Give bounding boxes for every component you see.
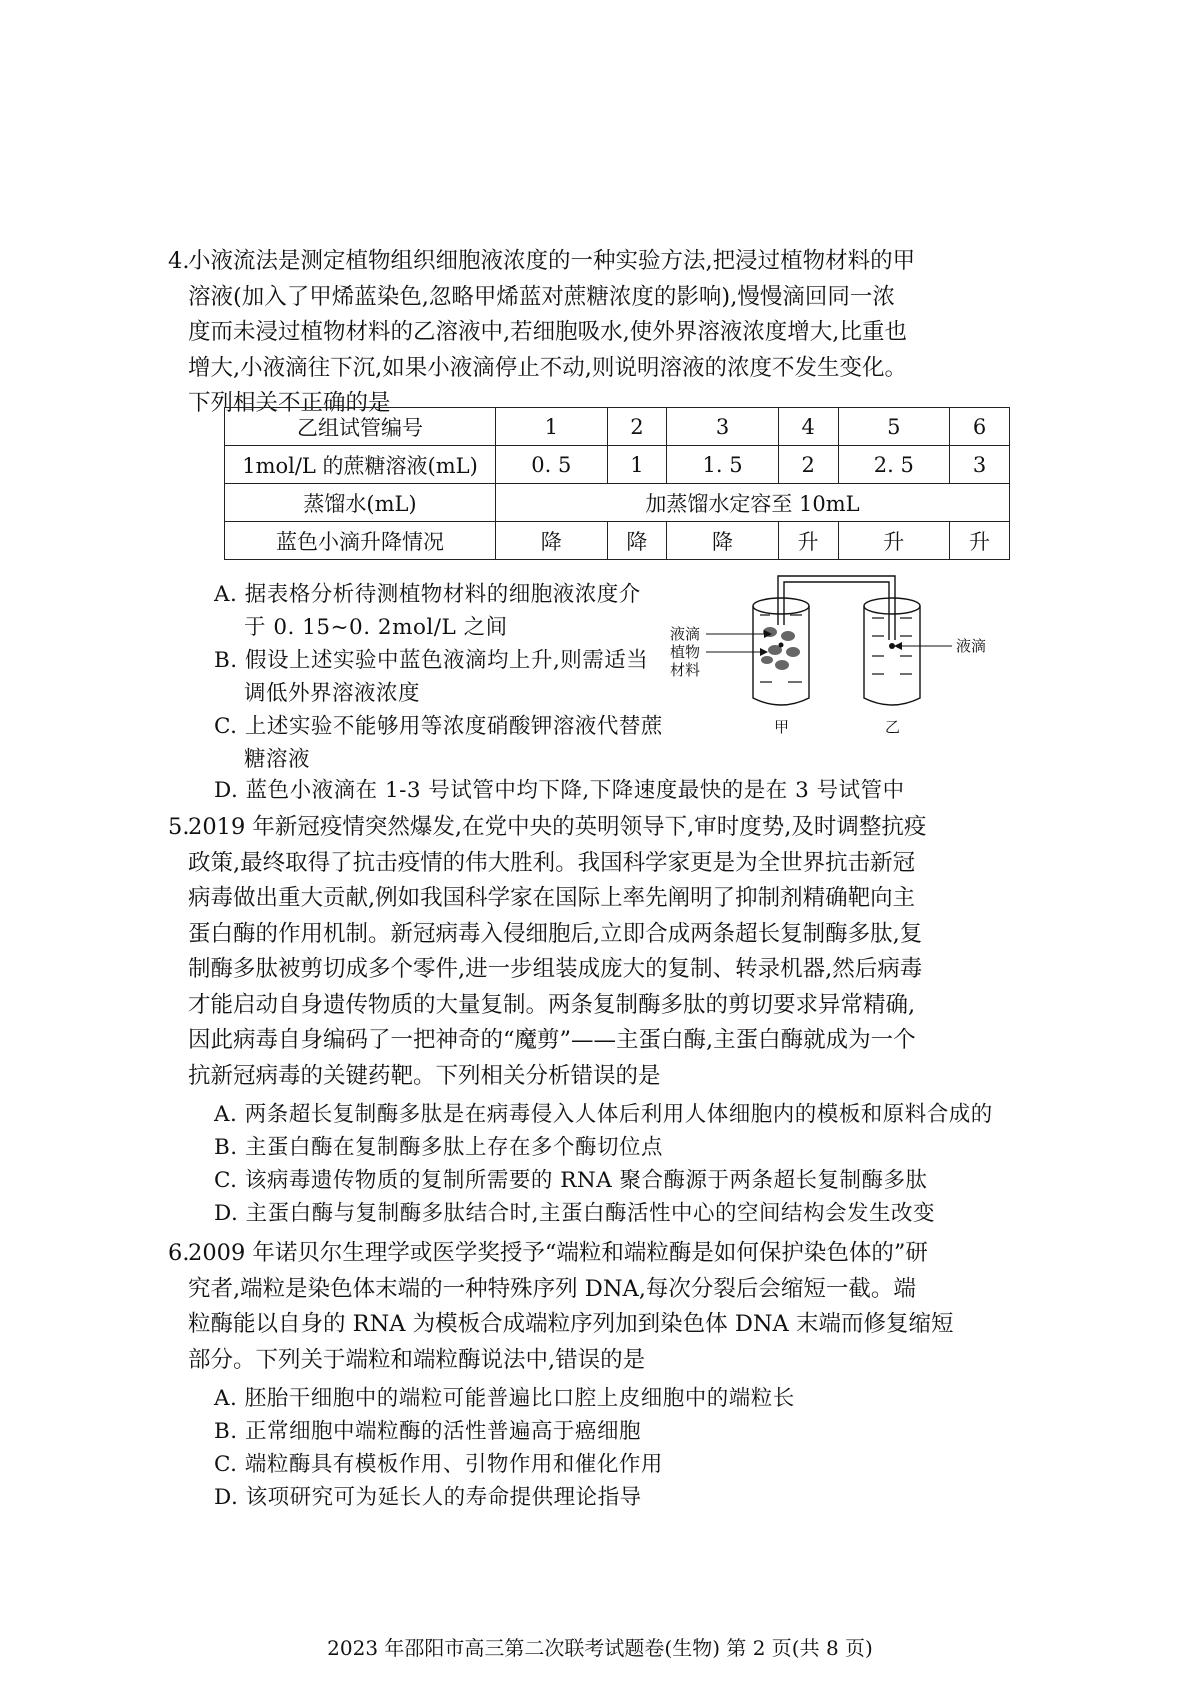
- option-d: D. 主蛋白酶与复制酶多肽结合时,主蛋白酶活性中心的空间结构会发生改变: [214, 1201, 935, 1226]
- table-cell: 升: [778, 522, 838, 560]
- question-6-options: [214, 1382, 1040, 1514]
- question-5: [168, 810, 1048, 1094]
- option-c: C. 该病毒遗传物质的复制所需要的 RNA 聚合酶源于两条超长复制酶多肽: [214, 1168, 928, 1193]
- option-b-cont: 调低外界溶液浓度: [244, 681, 421, 706]
- stem-line: 蛋白酶的作用机制。新冠病毒入侵细胞后,立即合成两条超长复制酶多肽,复: [188, 920, 923, 947]
- table-cell: 乙组试管编号: [225, 408, 496, 446]
- table-cell: 6: [950, 408, 1010, 446]
- table-cell: 2: [607, 408, 667, 446]
- option-c-cont: 糖溶液: [244, 747, 311, 772]
- option-b: B. 正常细胞中端粒酶的活性普遍高于癌细胞: [214, 1419, 641, 1444]
- option-a: A. 胚胎干细胞中的端粒可能普遍比口腔上皮细胞中的端粒长: [214, 1386, 795, 1411]
- option-d: D. 蓝色小液滴在 1-3 号试管中均下降,下降速度最快的是在 3 号试管中: [214, 778, 905, 803]
- stem-line: 度而未浸过植物材料的乙溶液中,若细胞吸水,使外界溶液浓度增大,比重也: [188, 319, 907, 345]
- label-droplet-left: 液滴: [670, 625, 701, 643]
- table-cell: 2. 5: [838, 446, 950, 484]
- table-cell: 1mol/L 的蔗糖溶液(mL): [225, 446, 496, 484]
- table-cell: 降: [667, 522, 779, 560]
- stem-line: 政策,最终取得了抗击疫情的伟大胜利。我国科学家更是为全世界抗击新冠: [188, 849, 916, 876]
- stem-line: 因此病毒自身编码了一把神奇的“魔剪”——主蛋白酶,主蛋白酶就成为一个: [188, 1027, 916, 1053]
- stem-line: 部分。下列关于端粒和端粒酶说法中,错误的是: [188, 1346, 646, 1373]
- table-cell: 1. 5: [667, 446, 779, 484]
- stem-line: 小液流法是测定植物组织细胞液浓度的一种实验方法,把浸过植物材料的甲: [188, 248, 916, 274]
- question-number: 6.: [168, 1240, 190, 1266]
- table-cell: 0. 5: [496, 446, 608, 484]
- page-footer: 2023 年邵阳市高三第二次联考试题卷(生物) 第 2 页(共 8 页): [327, 1636, 873, 1660]
- stem-line: 病毒做出重大贡献,例如我国科学家在国际上率先阐明了抑制剂精确靶向主: [188, 885, 916, 911]
- table-row: [225, 408, 1010, 446]
- table-row: [225, 484, 1010, 522]
- table-cell: 3: [667, 408, 779, 446]
- table-cell: 4: [778, 408, 838, 446]
- table-row: [225, 446, 1010, 484]
- stem-line: 才能启动自身遗传物质的大量复制。两条复制酶多肽的剪切要求异常精确,: [188, 991, 916, 1018]
- stem-line: 溶液(加入了甲烯蓝染色,忽略甲烯蓝对蔗糖浓度的影响),慢慢滴回同一浓: [188, 283, 895, 310]
- table-cell: 1: [607, 446, 667, 484]
- label-material-2: 材料: [670, 661, 701, 679]
- stem-line: 抗新冠病毒的关键药靶。下列相关分析错误的是: [188, 1062, 661, 1089]
- label-material-1: 植物: [670, 643, 701, 661]
- beaker-figure: [670, 570, 1020, 740]
- question-6: [168, 1236, 1048, 1378]
- table-cell: 2: [778, 446, 838, 484]
- option-b: B. 主蛋白酶在复制酶多肽上存在多个酶切位点: [214, 1135, 663, 1160]
- table-cell: 蒸馏水(mL): [225, 484, 496, 522]
- table-cell: 5: [838, 408, 950, 446]
- stem-line: 增大,小液滴往下沉,如果小液滴停止不动,则说明溶液的浓度不发生变化。: [188, 354, 907, 381]
- table-cell: 蓝色小滴升降情况: [225, 522, 496, 560]
- table-cell: 升: [950, 522, 1010, 560]
- table-row: [225, 522, 1010, 560]
- beaker-yi: [864, 598, 920, 705]
- question-4-option-d: [214, 774, 1074, 807]
- question-4: [168, 244, 1048, 422]
- table-cell: 3: [950, 446, 1010, 484]
- option-b: B. 假设上述实验中蓝色液滴均上升,则需适当: [214, 648, 649, 673]
- question-5-options: [214, 1098, 1040, 1230]
- question-number: 5.: [168, 814, 190, 840]
- table-cell: 加蒸馏水定容至 10mL: [496, 484, 1010, 522]
- question-number: 4.: [168, 248, 190, 274]
- option-a-cont: 于 0. 15~0. 2mol/L 之间: [244, 615, 508, 640]
- table-cell: 降: [607, 522, 667, 560]
- table-cell: 降: [496, 522, 608, 560]
- label-droplet-right: 液滴: [956, 637, 987, 655]
- option-d: D. 该项研究可为延长人的寿命提供理论指导: [214, 1485, 642, 1510]
- stem-line: 2019 年新冠疫情突然爆发,在党中央的英明领导下,审时度势,及时调整抗疫: [188, 814, 927, 840]
- table-cell: 1: [496, 408, 608, 446]
- stem-line: 下列相关不正确的是: [188, 390, 391, 416]
- stem-line: 究者,端粒是染色体末端的一种特殊序列 DNA,每次分裂后会缩短一截。端: [188, 1275, 916, 1302]
- option-c: C. 端粒酶具有模板作用、引物作用和催化作用: [214, 1452, 663, 1477]
- question-4-options-ac: [214, 578, 714, 776]
- option-a: A. 据表格分析待测植物材料的细胞液浓度介: [214, 582, 641, 607]
- stem-line: 制酶多肽被剪切成多个零件,进一步组装成庞大的复制、转录机器,然后病毒: [188, 956, 923, 982]
- label-yi: 乙: [885, 718, 901, 736]
- stem-line: 2009 年诺贝尔生理学或医学奖授予“端粒和端粒酶是如何保护染色体的”研: [188, 1240, 928, 1266]
- table-cell: 升: [838, 522, 950, 560]
- experiment-table: [224, 407, 1010, 560]
- stem-line: 粒酶能以自身的 RNA 为模板合成端粒序列加到染色体 DNA 末端而修复缩短: [188, 1311, 954, 1337]
- option-c: C. 上述实验不能够用等浓度硝酸钾溶液代替蔗: [214, 714, 663, 739]
- label-jia: 甲: [774, 718, 790, 736]
- option-a: A. 两条超长复制酶多肽是在病毒侵入人体后利用人体细胞内的模板和原料合成的: [214, 1102, 993, 1127]
